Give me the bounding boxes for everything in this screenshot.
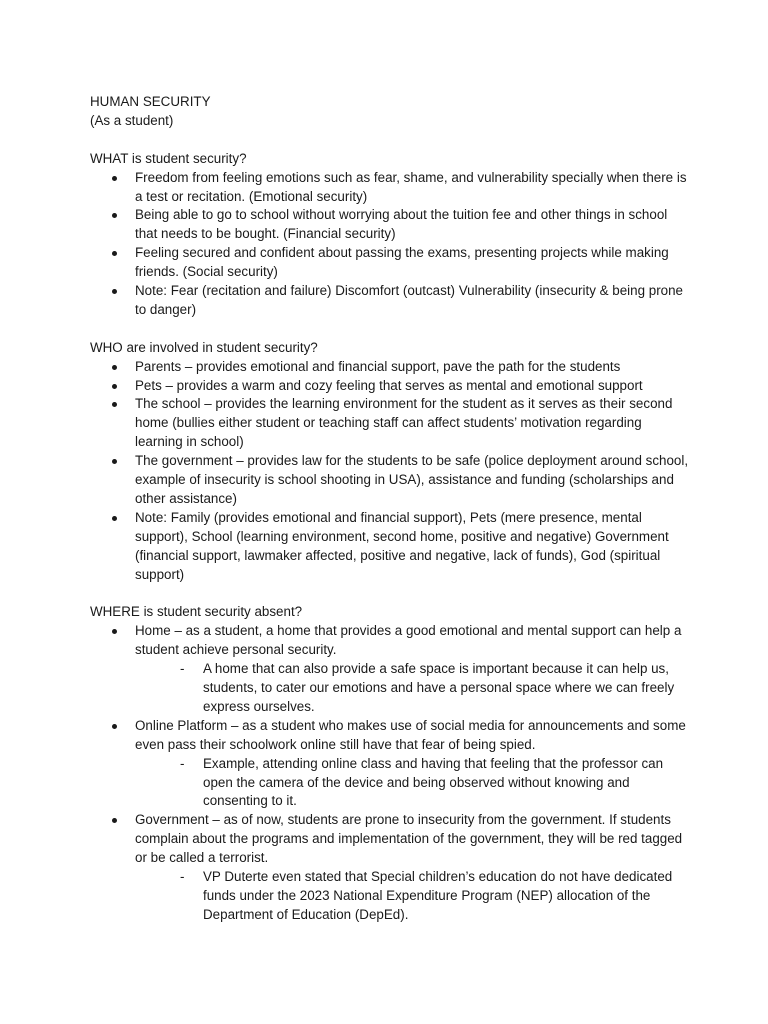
bullet-icon bbox=[112, 516, 117, 521]
section-heading-where: WHERE is student security absent? bbox=[90, 604, 303, 620]
list-item-text: Being able to go to school without worrying about the tuition fee and other things in school that needs to be bought. (Financial security) bbox=[135, 207, 668, 242]
section-heading-who: WHO are involved in student security? bbox=[90, 339, 318, 355]
sub-list-item bbox=[90, 868, 690, 925]
bullet-icon bbox=[112, 176, 117, 181]
dash-bullet: - bbox=[180, 869, 185, 885]
blank-line bbox=[90, 585, 690, 604]
list-item bbox=[90, 377, 690, 396]
bullet-icon bbox=[112, 818, 117, 823]
list-item bbox=[90, 282, 690, 320]
bullet-icon bbox=[112, 724, 117, 729]
list-item-text: The school – provides the learning environment for the student as it serves as their second home (bullies either student or teaching staff can affect students’ motivation regarding learning in school) bbox=[135, 396, 673, 450]
section-heading-what: WHAT is student security? bbox=[90, 150, 247, 166]
list-item-text: Freedom from feeling emotions such as fear, shame, and vulnerability specially when there is a test or recitation. (Emotional security) bbox=[135, 169, 687, 204]
list-item bbox=[90, 622, 690, 660]
list-item bbox=[90, 244, 690, 282]
list-item bbox=[90, 206, 690, 244]
blank-line bbox=[90, 131, 690, 150]
bullet-icon bbox=[112, 213, 117, 218]
list-item-text: Note: Family (provides emotional and financial support), Pets (mere presence, mental support), School (learning environment, second home, positive and negative) Government (financial support, lawmaker affected, positive and negative, lack of funds), God (spiritual support) bbox=[135, 509, 669, 582]
blank-line bbox=[90, 320, 690, 339]
list-item bbox=[90, 717, 690, 755]
list-item-text: The government – provides law for the students to be safe (police deployment around school, example of insecurity is school shooting in USA), assistance and funding (scholarships and other assistance) bbox=[135, 453, 689, 506]
dash-bullet: - bbox=[180, 755, 185, 771]
sub-list bbox=[90, 868, 690, 925]
bullet-list-what bbox=[90, 169, 690, 320]
sub-list-item bbox=[90, 660, 690, 717]
sub-list-item-text: A home that can also provide a safe space is important because it can help us, students, to cater our emotions and have a personal space where we can freely express ourselves. bbox=[203, 661, 675, 714]
sub-list-item bbox=[90, 755, 690, 812]
bullet-icon bbox=[112, 459, 117, 464]
list-item bbox=[90, 509, 690, 585]
document-page bbox=[90, 93, 690, 925]
sub-list bbox=[90, 755, 690, 812]
list-item bbox=[90, 452, 690, 509]
bullet-list-where bbox=[90, 811, 690, 868]
bullet-list-where bbox=[90, 622, 690, 660]
list-item bbox=[90, 811, 690, 868]
bullet-icon bbox=[112, 402, 117, 407]
bullet-icon bbox=[112, 629, 117, 634]
list-item-text: Online Platform – as a student who makes use of social media for announcements and some even pass their schoolwork online still have that fear of being spied. bbox=[135, 717, 686, 752]
list-item-text: Note: Fear (recitation and failure) Discomfort (outcast) Vulnerability (insecurity & being prone to danger) bbox=[135, 283, 684, 317]
bullet-icon bbox=[112, 365, 117, 370]
list-item bbox=[90, 395, 690, 452]
list-item-text: Pets – provides a warm and cozy feeling that serves as mental and emotional support bbox=[135, 377, 643, 393]
list-item bbox=[90, 358, 690, 377]
bullet-icon bbox=[112, 384, 117, 389]
list-item-text: Parents – provides emotional and financial support, pave the path for the students bbox=[135, 358, 621, 374]
document-title: HUMAN SECURITY bbox=[90, 94, 211, 109]
sub-list-item-text: VP Duterte even stated that Special children’s education do not have dedicated funds under the 2023 National Expenditure Program (NEP) allocation of the Department of Education (DepEd). bbox=[203, 869, 673, 922]
bullet-list-where bbox=[90, 717, 690, 755]
list-item-text: Government – as of now, students are prone to insecurity from the government. If students complain about the programs and implementation of the government, they will be red tagged or be called a terrorist. bbox=[135, 812, 683, 866]
list-item-text: Feeling secured and confident about passing the exams, presenting projects while making friends. (Social security) bbox=[135, 245, 669, 280]
document-subtitle: (As a student) bbox=[90, 112, 174, 128]
list-item-text: Home – as a student, a home that provides a good emotional and mental support can help a student achieve personal security. bbox=[135, 623, 682, 658]
dash-bullet: - bbox=[180, 661, 185, 677]
sub-list bbox=[90, 660, 690, 717]
list-item bbox=[90, 169, 690, 207]
sub-list-item-text: Example, attending online class and having that feeling that the professor can open the camera of the device and being observed without knowing and consenting to it. bbox=[203, 755, 664, 809]
bullet-icon bbox=[112, 251, 117, 256]
bullet-list-who bbox=[90, 358, 690, 585]
bullet-icon bbox=[112, 289, 117, 294]
